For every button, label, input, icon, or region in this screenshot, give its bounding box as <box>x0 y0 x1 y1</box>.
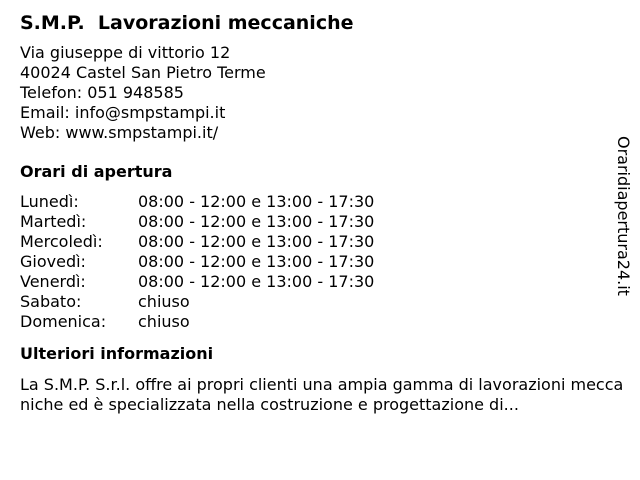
day-label: Venerdì: <box>20 272 86 291</box>
company-name: S.M.P. Lavorazioni meccaniche <box>20 12 354 34</box>
day-hours: 08:00 - 12:00 e 13:00 - 17:30 <box>138 272 375 291</box>
opening-hours-heading: Orari di apertura <box>20 162 173 181</box>
day-label: Martedì: <box>20 212 87 231</box>
hours-row <box>20 212 620 232</box>
day-label: Domenica: <box>20 312 107 331</box>
day-label: Mercoledì: <box>20 232 103 251</box>
address-city: 40024 Castel San Pietro Terme <box>20 63 266 82</box>
day-hours: 08:00 - 12:00 e 13:00 - 17:30 <box>138 232 375 251</box>
email-line: Email: info@smpstampi.it <box>20 103 226 122</box>
day-label: Sabato: <box>20 292 82 311</box>
hours-row <box>20 252 620 272</box>
phone-line: Telefon: 051 948585 <box>20 83 184 102</box>
day-hours: 08:00 - 12:00 e 13:00 - 17:30 <box>138 252 375 271</box>
more-info-heading: Ulteriori informazioni <box>20 344 214 363</box>
company-description: La S.M.P. S.r.l. offre ai propri clienti una ampia gamma di lavorazioni meccaniche ed è specializzata nella costruzione e progettazione di... <box>20 375 624 414</box>
hours-row <box>20 272 620 292</box>
hours-row <box>20 292 620 312</box>
opening-hours-table <box>20 192 620 332</box>
hours-row <box>20 232 620 252</box>
hours-row <box>20 312 620 332</box>
day-label: Lunedì: <box>20 192 79 211</box>
site-watermark-label: Oraridiapertura24.it <box>614 136 633 296</box>
day-hours: chiuso <box>138 292 190 311</box>
day-hours: 08:00 - 12:00 e 13:00 - 17:30 <box>138 212 375 231</box>
address-street: Via giuseppe di vittorio 12 <box>20 43 231 62</box>
hours-row <box>20 192 620 212</box>
day-label: Giovedì: <box>20 252 86 271</box>
day-hours: chiuso <box>138 312 190 331</box>
web-line: Web: www.smpstampi.it/ <box>20 123 219 142</box>
day-hours: 08:00 - 12:00 e 13:00 - 17:30 <box>138 192 375 211</box>
